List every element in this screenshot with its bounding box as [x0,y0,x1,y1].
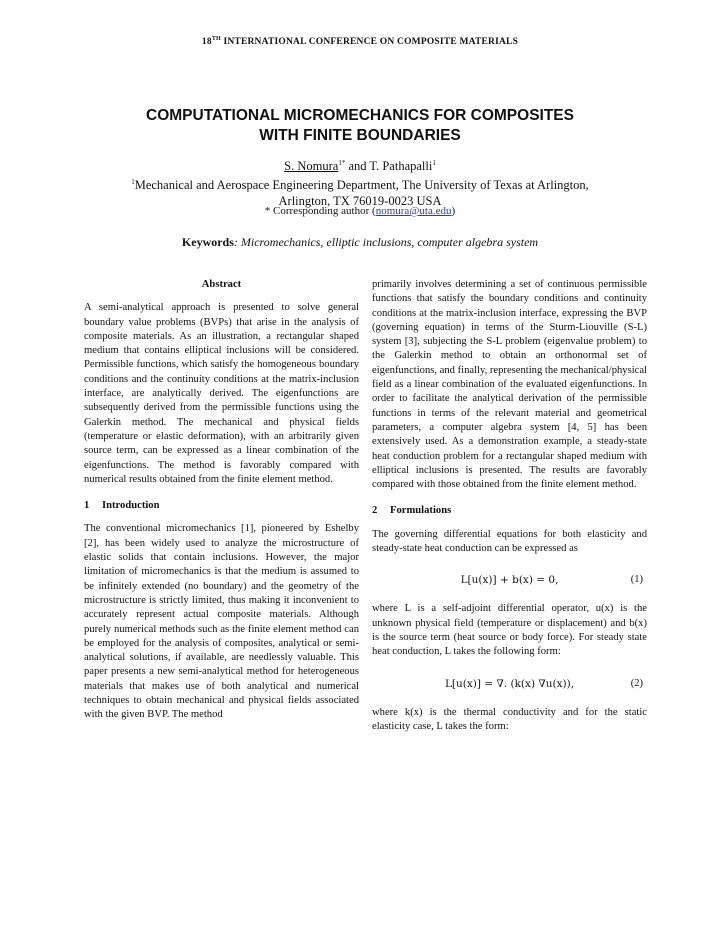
keywords [0,235,720,250]
right-column [372,278,647,734]
section-1-number: 1 [84,500,90,512]
keywords-text: : Micromechanics, elliptic inclusions, computer algebra system [233,235,539,249]
title-line-2: WITH FINITE BOUNDARIES [259,127,461,144]
abstract-text: A semi-analytical approach is presented to solve general boundary value problems (BVPs) that arise in the analysis of composite materials. As an illustration, a rectangular shaped medium that contains elliptical inclusions will be considered. Permissible functions, which satisfy the homogeneous boundary conditions and the continuity conditions at the matrix-inclusion interface, are analytically derived. The eigenfunctions are subsequently derived from the permissible functions using the Galerkin method. The mechanical and physical fields (temperature or elastic deformation), with an arbitrarily given source term, can be expressed as a linear combination of the eigenfunctions. The method is favorably compared with numerical results obtained from the finite element method. [84,302,359,485]
keywords-label: Keywords [181,235,234,249]
introduction-text: The conventional micromechanics [1], pioneered by Eshelby [2], has been widely used to analyze the microstructure of elastic solids that contain inclusions. However, the major limitation of micromechanics is that the medium is assumed to be infinitely extended (no boundary) and the geometry of the microstructure is strictly limited, thus making it inconvenient to accurately represent actual composite materials. Although purely numerical methods such as the finite element method can be employed for the analysis of composites, analytical or semi-analytical solutions, if available, are needlessly valuable. This paper presents a new semi-analytical method for heterogeneous materials that makes use of both analytical and numerical techniques to obtain mechanical and physical fields associated with the given BVP. The method [84,523,359,721]
section-2-number: 2 [372,505,378,517]
email-link[interactable]: nomura@uta.edu [375,205,452,217]
author-line [0,155,720,174]
co-author: and T. Pathapalli [345,159,433,174]
author1-superscript: 1* [338,159,346,167]
section-1-heading [84,499,359,513]
paper-title [60,106,660,146]
equation-1-number: (1) [630,574,643,586]
formulations-text-1: The governing differential equations for both elasticity and steady-state heat conduction can be expressed as [372,528,647,555]
intro-continuation-text: primarily involves determining a set of continuous permissible functions that satisfy the boundary conditions and continuity conditions at the matrix-inclusion interface, expressing the BVP (governing equation) in terms of the Sturm-Liouville (S-L) system [3], subjecting the S-L problem (eigenvalue problem) to the Galerkin method to obtain an orthonormal set of eigenfunctions, and finally, representing the mechanical/physical field as a linear combination of the evaluated eigenfunctions. In order to facilitate the analytical derivation of the permissible functions in terms of the relevant material and geometrical parameters, a computer algebra system [4, 5] has been extensively used. As a demonstration example, a steady-state heat conduction problem for a rectangular shaped medium with elliptical inclusions is presented. The results are favorably compared with those obtained from the finite element method. [372,279,647,491]
author2-superscript: 1 [432,159,436,167]
affiliation [60,174,660,209]
conference-number: 18 [201,37,212,48]
corresponding-prefix: * Corresponding author ( [264,205,376,217]
affiliation-superscript: 1 [131,178,135,186]
formulations-text-2: where L is a self-adjoint differential operator, u(x) is the unknown physical field (temperature or displacement) and b(x) is the source term (heat source or body force). For steady state heat conduction, L takes the following form: [372,603,647,658]
affiliation-line-2: Arlington, TX 76019-0023 USA [278,194,442,209]
conference-name: INTERNATIONAL CONFERENCE ON COMPOSITE MATERIALS [220,37,519,48]
corresponding-author [0,205,720,217]
abstract-heading: Abstract [201,279,242,290]
equation-2-number: (2) [630,677,643,689]
equation-1 [372,570,647,592]
affiliation-line-1: Mechanical and Aerospace Engineering Department, The University of Texas at Arlington, [134,178,589,193]
conference-header [0,36,720,47]
equation-2 [372,674,647,696]
section-2-heading [372,504,647,518]
conference-number-suffix: TH [211,36,221,42]
formulations-text-3: where k(x) is the thermal conductivity and for the static elasticity case, L takes the form: [372,706,647,732]
section-2-title: Formulations [390,505,452,517]
section-1-title: Introduction [102,500,160,512]
corresponding-suffix: ) [451,205,456,217]
left-column [84,278,359,723]
equation-2-expression: L[u(x)] = ∇. (k(x) ∇u(x)), [444,677,575,690]
title-line-1: COMPUTATIONAL MICROMECHANICS FOR COMPOSITES [146,107,574,124]
equation-1-expression: L[u(x)] + b(x) = 0, [460,574,559,587]
author-link[interactable]: S. Nomura [284,159,339,174]
